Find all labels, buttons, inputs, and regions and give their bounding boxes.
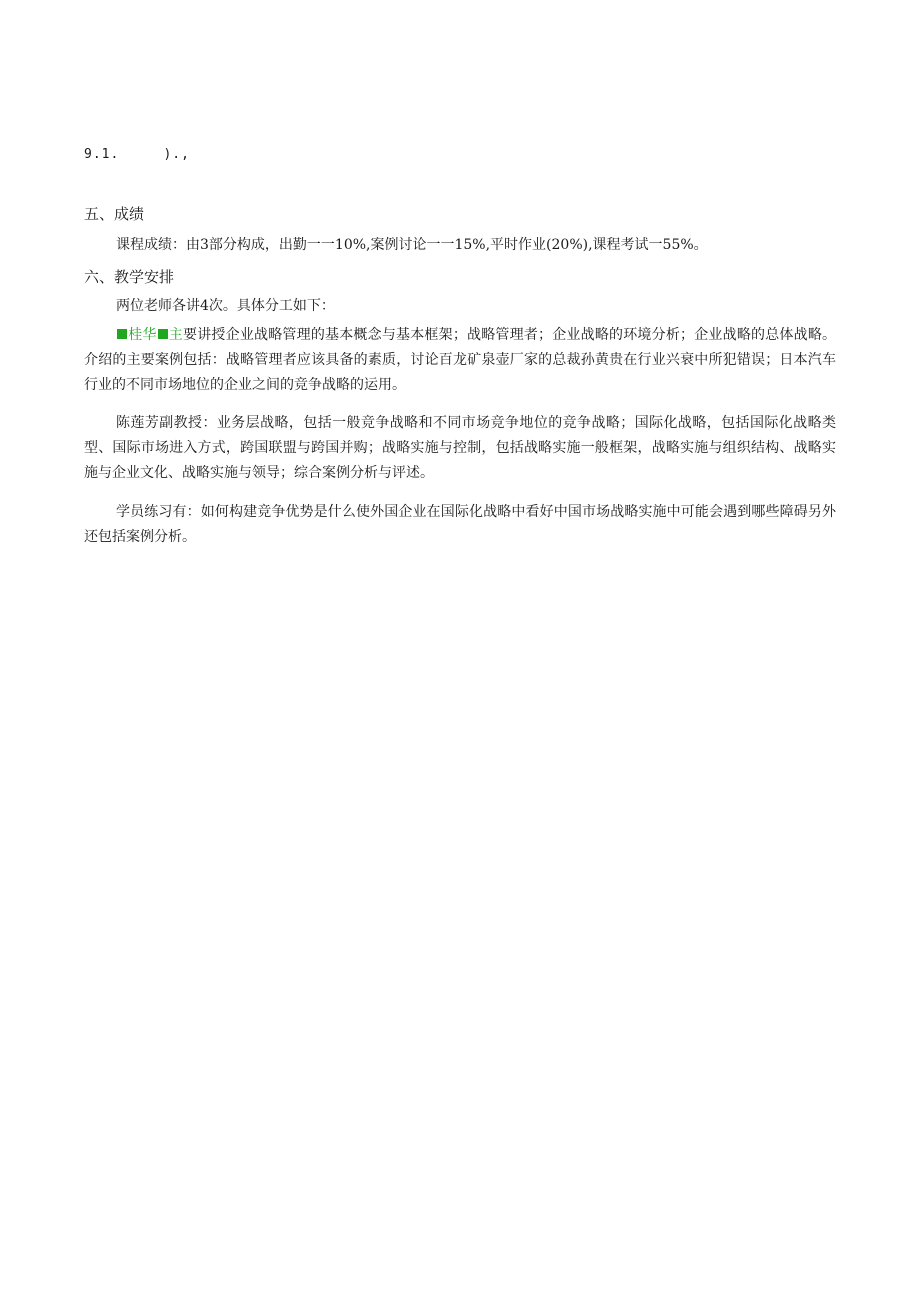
schedule-intro-paragraph: 两位老师各讲4次。具体分工如下： <box>116 298 335 314</box>
grades-paragraph: 课程成绩：由3部分构成，出勤一一10%,案例讨论一一15%,平时作业(20%),课程考试一55%。 <box>116 237 708 253</box>
exercise-paragraph: 学员练习有：如何构建竞争优势是什么使外国企业在国际化战略中看好中国市场战略实施中可能会遇到哪些障碍另外还包括案例分析。 <box>84 504 836 545</box>
section-heading-schedule: 六、教学安排 <box>84 268 175 286</box>
teacher2-paragraph: 陈莲芳副教授：业务层战略，包括一般竞争战略和不同市场竞争地位的竞争战略；国际化战略，包括国际化战略类型、国际市场进入方式，跨国联盟与跨国并购；战略实施与控制，包括战略实施一般框架，战略实施与组织结构、战略实施与企业文化、战略实施与领导；综合案例分析与评述。 <box>84 415 836 481</box>
teacher1-description: 要讲授企业战略管理的基本概念与基本框架；战略管理者；企业战略的环境分析；企业战略的总体战略。介绍的主要案例包括：战略管理者应该具备的素质，讨论百龙矿泉壶厂家的总裁孙黄贵在行业兴衰中所犯错误；日本汽车行业的不同市场地位的企业之间的竞争战略的运用。 <box>84 327 837 393</box>
teacher1-name-part-b: 主 <box>168 327 184 343</box>
page-fragment-text: 9.1. )., <box>84 147 190 162</box>
green-square-icon <box>158 329 168 339</box>
green-square-icon <box>117 329 127 339</box>
teacher1-paragraph <box>84 323 836 398</box>
teacher1-name-part-a: 桂华 <box>128 327 157 343</box>
section-heading-grades: 五、成绩 <box>84 205 145 223</box>
